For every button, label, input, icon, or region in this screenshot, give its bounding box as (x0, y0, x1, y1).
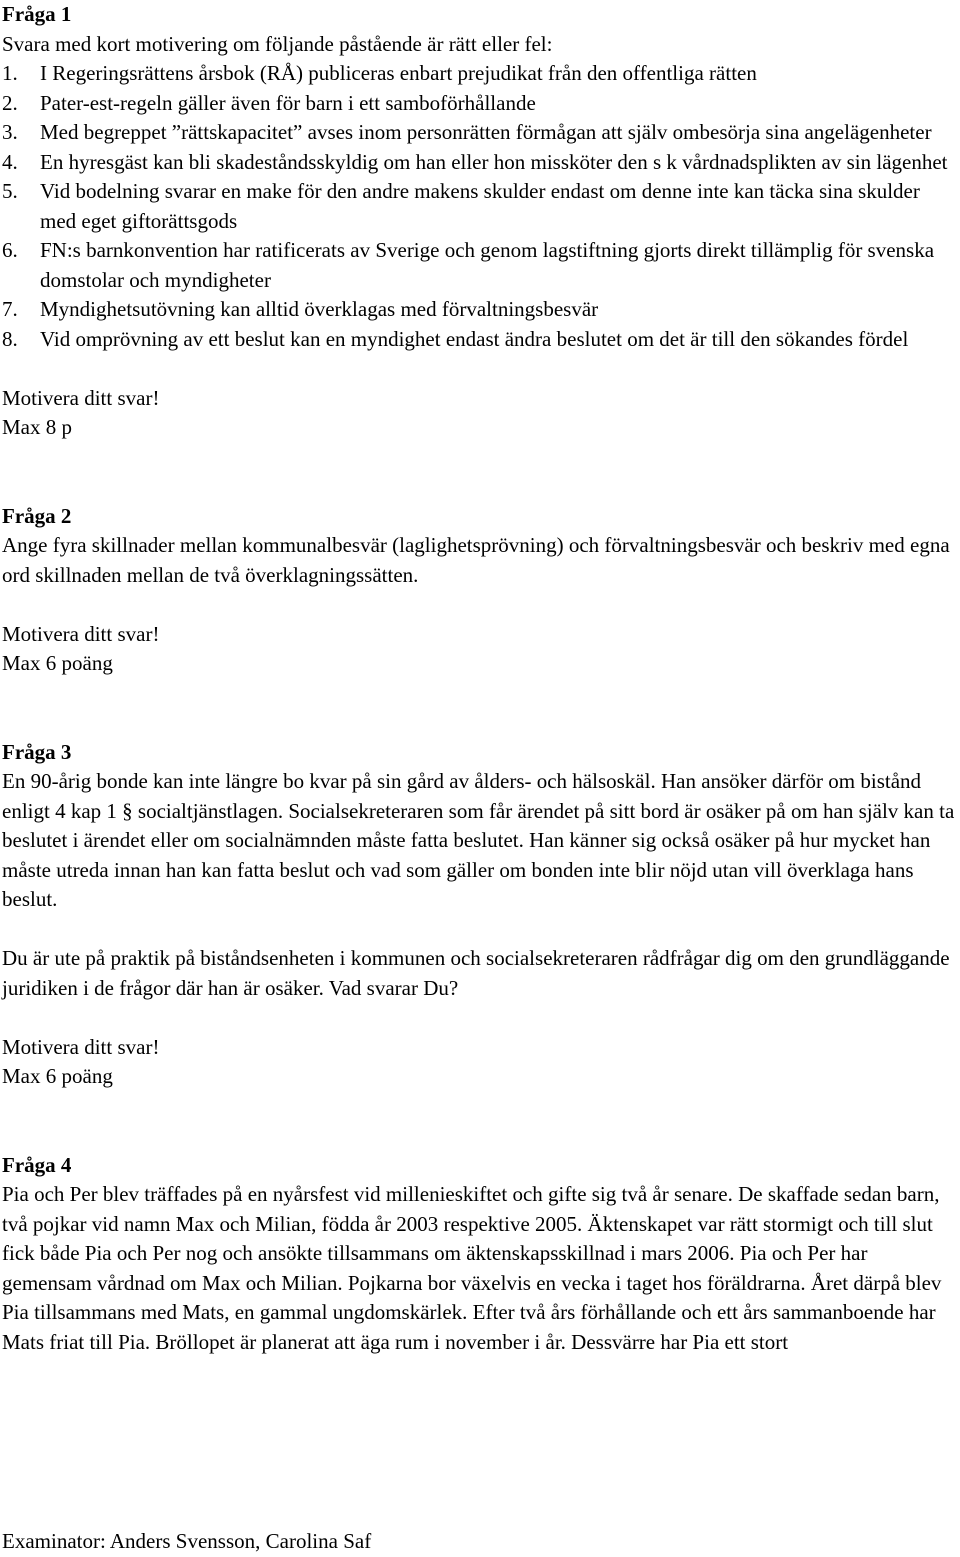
statement-number: 2. (2, 90, 18, 115)
statement-item (2, 236, 956, 295)
question-1-motivate: Motivera ditt svar! (2, 385, 160, 410)
question-1-intro: Svara med kort motivering om följande påstående är rätt eller fel: (2, 31, 553, 56)
statement-item (2, 118, 956, 148)
statement-number: 8. (2, 326, 18, 351)
question-3-paragraph-2: Du är ute på praktik på biståndsenheten i kommunen och socialsekreteraren rådfrågar dig om den grundläggande juridiken i de frågor där han är osäker. Vad svarar Du? (2, 946, 950, 1000)
question-1-title: Fråga 1 (2, 2, 72, 26)
statement-item (2, 325, 956, 355)
statement-number: 7. (2, 297, 18, 321)
question-2-title: Fråga 2 (2, 503, 72, 528)
question-3-paragraph-1: En 90-årig bonde kan inte längre bo kvar på sin gård av ålders- och hälsoskäl. Han ansöker därför om bistånd enligt 4 kap 1 § socialtjänstlagen. Socialsekreteraren som får ärendet på sitt bord är osäker på om han själv kan ta beslutet i ärendet eller om socialnämnden måste fatta beslutet. Han känner sig också osäker på hur mycket han måste utreda innan han kan fatta beslut och vad som gäller om bonden inte blir nöjd utan vill överklaga hans beslut. (2, 769, 955, 911)
statement-text: Vid bodelning svarar en make för den andre makens skulder endast om denne inte kan täcka sina skulder med eget giftorättsgods (40, 179, 920, 233)
statement-text: Vid omprövning av ett beslut kan en myndighet endast ändra beslutet om det är till den sökandes fördel (40, 326, 909, 351)
question-1-max-points: Max 8 p (2, 415, 72, 439)
statement-number: 5. (2, 179, 18, 203)
examiner-footer: Examinator: Anders Svensson, Carolina Saf (2, 1529, 372, 1553)
statement-number: 1. (2, 61, 18, 85)
statement-item (2, 295, 956, 325)
question-3-max-points: Max 6 poäng (2, 1064, 113, 1088)
question-3-title: Fråga 3 (2, 739, 72, 764)
statement-text: Med begreppet ”rättskapacitet” avses inom personrätten förmågan att själv ombesörja sina angelägenheter (40, 120, 932, 144)
question-2-max-points: Max 6 poäng (2, 651, 113, 675)
statement-item (2, 148, 956, 178)
statement-text: En hyresgäst kan bli skadeståndsskyldig om han eller hon missköter den s k vårdnadsplikten av sin lägenhet (40, 149, 948, 174)
statement-item (2, 177, 956, 236)
exam-page (2, 0, 956, 1357)
statement-item (2, 89, 956, 119)
question-3-motivate: Motivera ditt svar! (2, 1034, 160, 1059)
statement-text: I Regeringsrättens årsbok (RÅ) publiceras enbart prejudikat från den offentliga rätten (40, 61, 757, 85)
statement-number: 4. (2, 149, 18, 174)
statement-item (2, 59, 956, 89)
statement-text: Pater-est-regeln gäller även för barn i ett samboförhållande (40, 90, 536, 115)
question-2-text: Ange fyra skillnader mellan kommunalbesvär (laglighetsprövning) och förvaltningsbesvär och beskriv med egna ord skillnaden mellan de två överklagningssätten. (2, 533, 950, 587)
question-4-text: Pia och Per blev träffades på en nyårsfest vid millenieskiftet och gifte sig två år senare. De skaffade sedan barn, två pojkar vid namn Max och Milian, födda år 2003 respektive 2005. Äktenskapet var rätt stormigt och till slut fick både Pia och Per nog och ansökte tillsammans om äktenskapsskillnad i mars 2006. Pia och Per har gemensam vårdnad om Max och Milian. Pojkarna bor växelvis en vecka i taget hos föräldrarna. Året därpå blev Pia tillsammans med Mats, en gammal ungdomskärlek. Efter två års förhållande och ett års sammanboende har Mats friat till Pia. Bröllopet är planerat att äga rum i november i år. Dessvärre har Pia ett stort (2, 1182, 942, 1354)
statement-number: 6. (2, 238, 18, 262)
statement-number: 3. (2, 120, 18, 144)
statement-text: FN:s barnkonvention har ratificerats av Sverige och genom lagstiftning gjorts direkt tillämplig för svenska domstolar och myndigheter (40, 238, 935, 292)
question-4-title: Fråga 4 (2, 1152, 72, 1177)
statement-text: Myndighetsutövning kan alltid överklagas med förvaltningsbesvär (40, 297, 599, 321)
question-2-motivate: Motivera ditt svar! (2, 621, 160, 646)
